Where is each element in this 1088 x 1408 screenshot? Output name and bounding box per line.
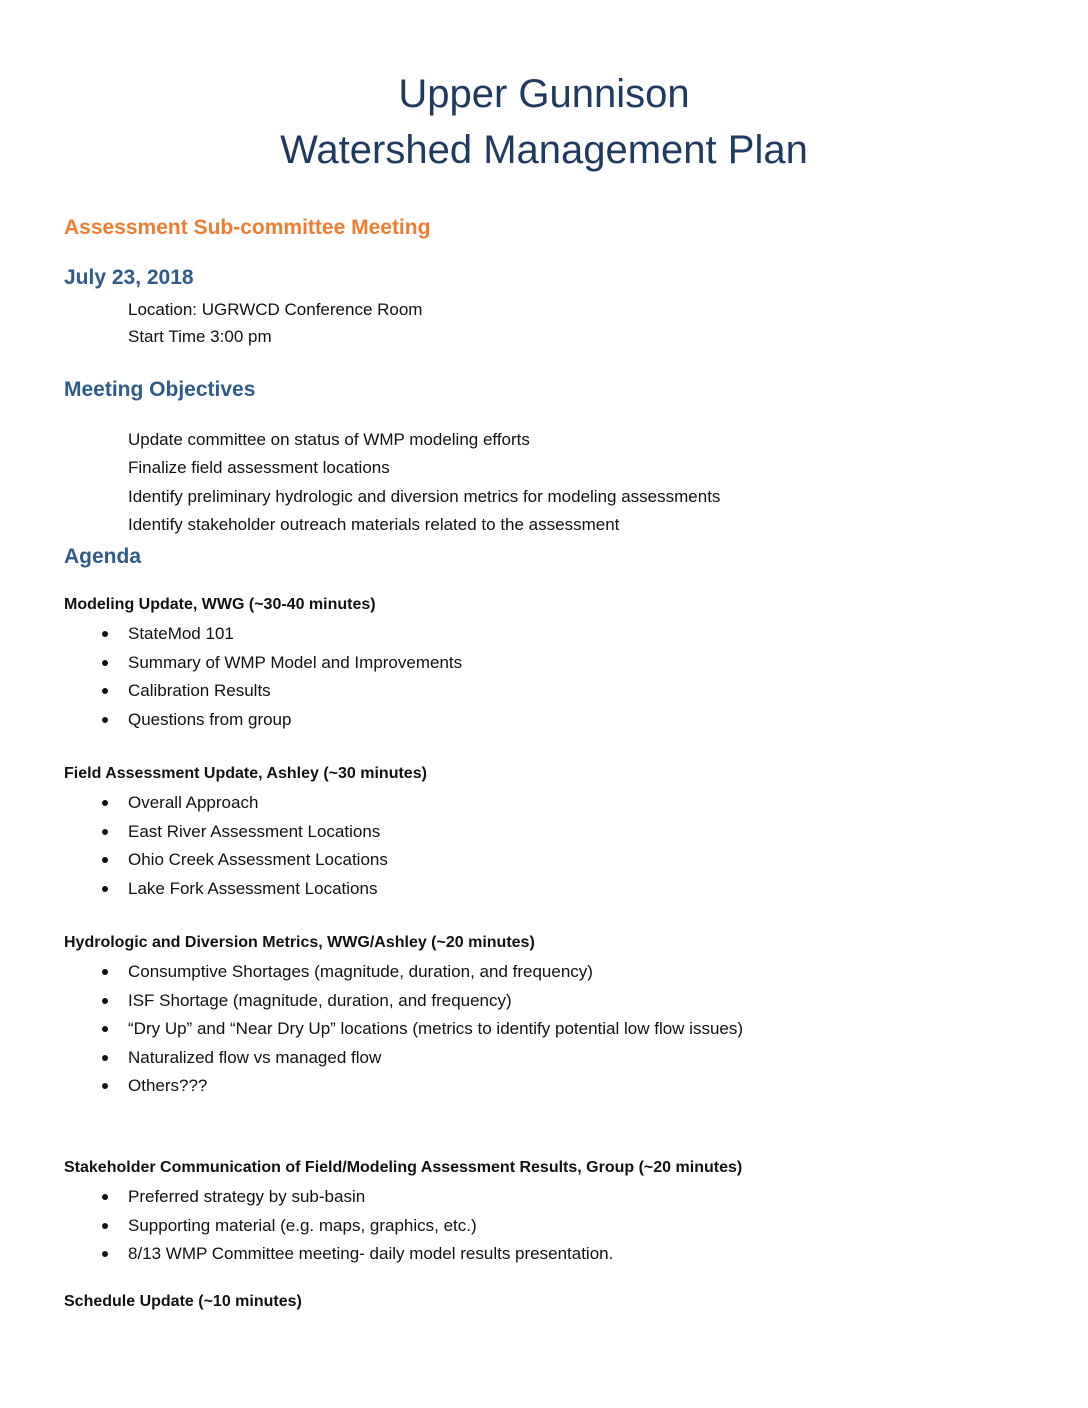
agenda-list-item: East River Assessment Locations xyxy=(96,821,388,850)
agenda-list-item: StateMod 101 xyxy=(96,623,462,652)
agenda-heading: Agenda xyxy=(64,545,142,568)
bullet-icon xyxy=(102,1083,108,1089)
objectives-heading: Meeting Objectives xyxy=(64,378,256,401)
agenda-list-item: Calibration Results xyxy=(96,680,462,709)
agenda-section-title: Hydrologic and Diversion Metrics, WWG/Ashley (~20 minutes) xyxy=(64,934,535,951)
agenda-section-list xyxy=(96,623,462,737)
agenda-list-item: “Dry Up” and “Near Dry Up” locations (metrics to identify potential low flow issues) xyxy=(96,1018,743,1047)
bullet-icon xyxy=(102,969,108,975)
document-title-line-2: Watershed Management Plan xyxy=(280,128,808,172)
meeting-date-heading: July 23, 2018 xyxy=(64,266,194,289)
bullet-icon xyxy=(102,1026,108,1032)
bullet-icon xyxy=(102,1223,108,1229)
document-title-line-1: Upper Gunnison xyxy=(398,72,690,116)
agenda-list-item: ISF Shortage (magnitude, duration, and frequency) xyxy=(96,990,743,1019)
objective-item: Finalize field assessment locations xyxy=(128,458,390,477)
bullet-icon xyxy=(102,886,108,892)
bullet-icon xyxy=(102,800,108,806)
agenda-list-item: Supporting material (e.g. maps, graphics, etc.) xyxy=(96,1215,613,1244)
agenda-list-item: Naturalized flow vs managed flow xyxy=(96,1047,743,1076)
bullet-icon xyxy=(102,857,108,863)
agenda-list-item: Ohio Creek Assessment Locations xyxy=(96,849,388,878)
agenda-section-list xyxy=(96,961,743,1104)
bullet-icon xyxy=(102,688,108,694)
objective-item: Identify preliminary hydrologic and diversion metrics for modeling assessments xyxy=(128,487,721,506)
meeting-location: Location: UGRWCD Conference Room xyxy=(128,300,423,319)
bullet-icon xyxy=(102,829,108,835)
meeting-start-time: Start Time 3:00 pm xyxy=(128,327,272,346)
agenda-list-item: Lake Fork Assessment Locations xyxy=(96,878,388,907)
bullet-icon xyxy=(102,660,108,666)
agenda-list-item: Questions from group xyxy=(96,709,462,738)
agenda-section-list xyxy=(96,792,388,906)
agenda-list-item: Overall Approach xyxy=(96,792,388,821)
bullet-icon xyxy=(102,631,108,637)
objective-item: Identify stakeholder outreach materials related to the assessment xyxy=(128,515,620,534)
agenda-list-item: Consumptive Shortages (magnitude, duration, and frequency) xyxy=(96,961,743,990)
objective-item: Update committee on status of WMP modeling efforts xyxy=(128,430,530,449)
agenda-section-list xyxy=(96,1186,613,1272)
bullet-icon xyxy=(102,717,108,723)
agenda-section-title: Field Assessment Update, Ashley (~30 minutes) xyxy=(64,765,427,782)
agenda-section-title: Modeling Update, WWG (~30-40 minutes) xyxy=(64,596,376,613)
agenda-list-item: Summary of WMP Model and Improvements xyxy=(96,652,462,681)
agenda-list-item: 8/13 WMP Committee meeting- daily model results presentation. xyxy=(96,1243,613,1272)
meeting-name-heading: Assessment Sub-committee Meeting xyxy=(64,216,431,239)
bullet-icon xyxy=(102,1251,108,1257)
agenda-list-item: Preferred strategy by sub-basin xyxy=(96,1186,613,1215)
bullet-icon xyxy=(102,1055,108,1061)
agenda-list-item: Others??? xyxy=(96,1075,743,1104)
agenda-section-title: Schedule Update (~10 minutes) xyxy=(64,1293,302,1310)
bullet-icon xyxy=(102,1194,108,1200)
bullet-icon xyxy=(102,998,108,1004)
agenda-section-title: Stakeholder Communication of Field/Modeling Assessment Results, Group (~20 minutes) xyxy=(64,1159,743,1176)
